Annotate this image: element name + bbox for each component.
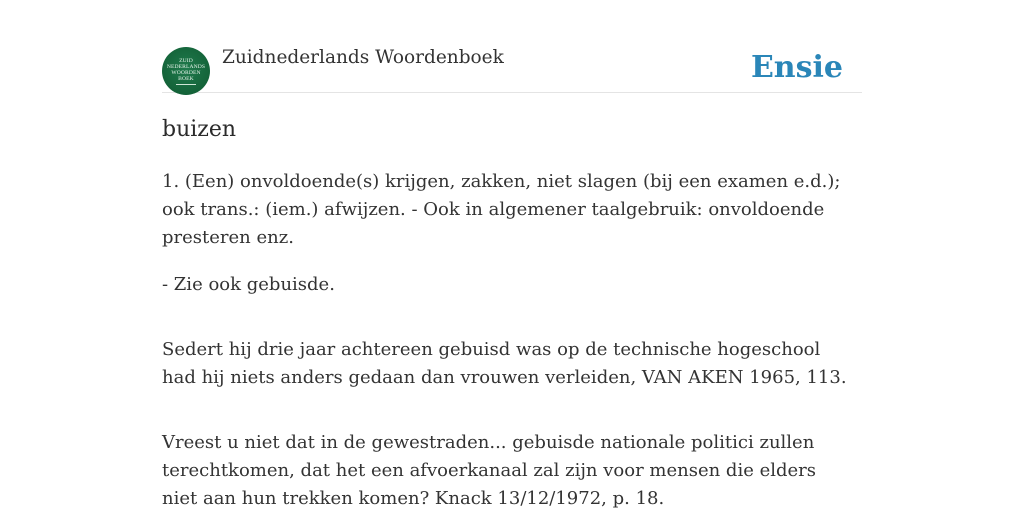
entry-card xyxy=(162,0,862,509)
ensie-brand-link[interactable]: Ensie xyxy=(750,50,843,85)
definition: 1. (Een) onvoldoende(s) krijgen, zakken, niet slagen (bij een examen e.d.); ook trans.: (iem.) afwijzen. - Ook in algemener taalgebruik: onvoldoende presteren enz. xyxy=(162,171,841,248)
see-also: - Zie ook gebuisde. xyxy=(162,274,335,295)
dictionary-logo-icon[interactable] xyxy=(162,47,210,95)
logo-line: BOEK xyxy=(178,75,194,82)
logo-line: WOORDEN xyxy=(171,69,201,76)
citation: Vreest u niet dat in de gewestraden... gebuisde nationale politici zullen terechtkomen, dat het een afvoerkanaal zal zijn voor mensen die elders niet aan hun trekken komen? Knack 13/12/1972, p. 18. xyxy=(162,432,817,509)
headword: buizen xyxy=(162,117,237,142)
logo-rule xyxy=(176,84,196,85)
dictionary-title-link[interactable]: Zuidnederlands Woordenboek xyxy=(222,47,504,68)
entry-body xyxy=(162,168,852,532)
logo-line: ZUID xyxy=(179,57,193,64)
header xyxy=(162,0,862,93)
logo-line: NEDERLANDS xyxy=(166,63,206,70)
citation: Sedert hij drie jaar achtereen gebuisd was op de technische hogeschool had hij niets anders gedaan dan vrouwen verleiden, VAN AKEN 1965, 113. xyxy=(162,339,847,388)
